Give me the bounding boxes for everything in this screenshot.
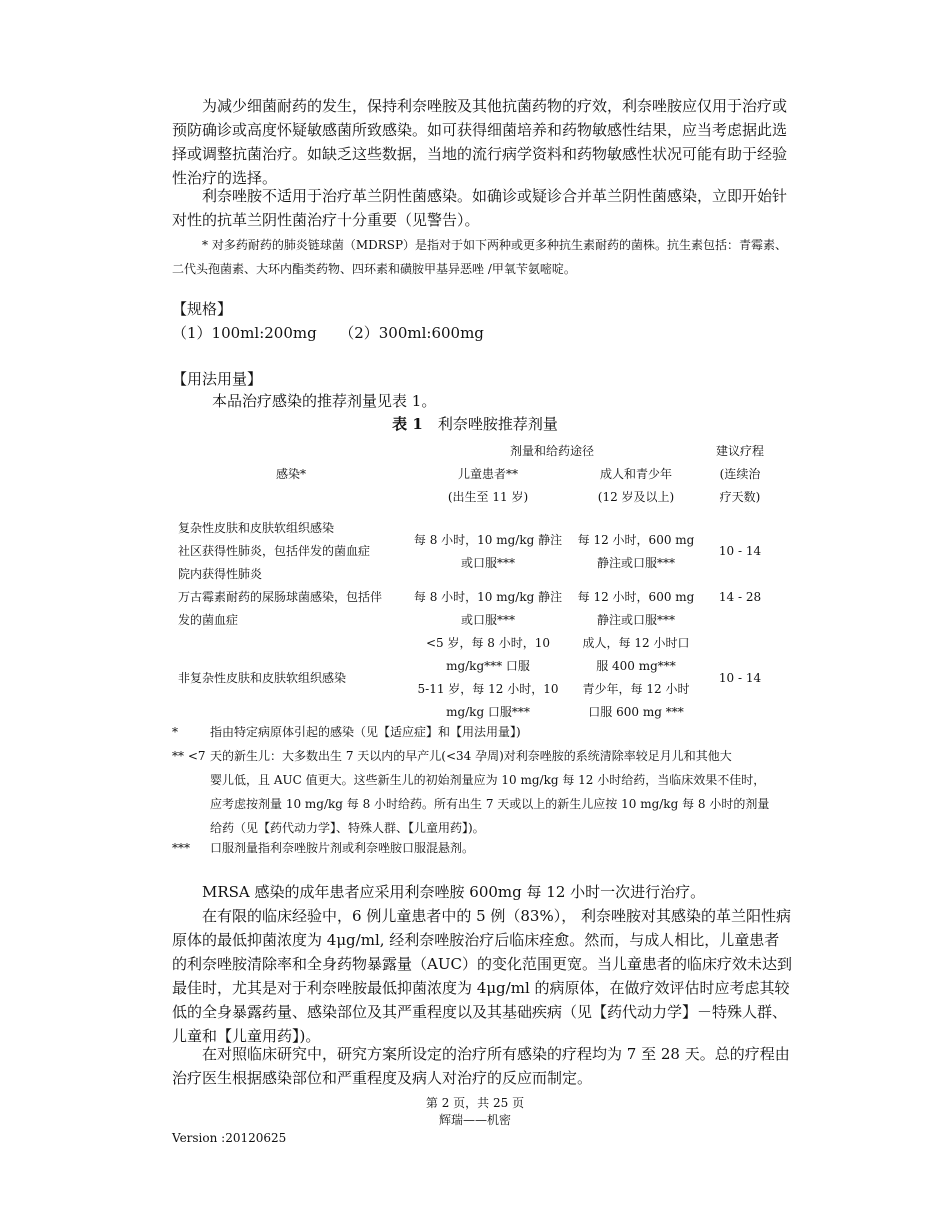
- footnote-body: [210, 720, 792, 744]
- row-course: 10 - 14: [718, 670, 762, 685]
- child-dose-line: 或口服***: [460, 555, 515, 570]
- child-dose-line: <5 岁，每 8 小时，10: [425, 636, 551, 650]
- infection-line: 万古霉素耐药的屎肠球菌感染，包括伴: [178, 590, 383, 604]
- adult-dose-line: 每 12 小时，600 mg: [577, 532, 695, 547]
- row-course: 14 - 28: [718, 590, 762, 604]
- footnote-mark: ** <7: [172, 749, 206, 763]
- header-course-line3: 疗天数): [719, 490, 761, 504]
- dosage-table: [178, 440, 780, 724]
- footnote-mark: ***: [172, 841, 190, 855]
- paragraph-mrsa: MRSA 感染的成年患者应采用利奈唑胺 600mg 每 12 小时一次进行治疗。: [202, 883, 706, 901]
- table-caption: [0, 413, 950, 435]
- footnote-triple-star: [172, 836, 792, 860]
- header-adult-line1: 成人和青少年: [599, 467, 672, 481]
- footnote-mark: *: [172, 725, 178, 739]
- row-child-dose: [404, 586, 572, 632]
- adult-dose-line: 每 12 小时，600 mg: [577, 590, 695, 604]
- paragraph-gram-negative: 利奈唑胺不适用于治疗革兰阴性菌感染。如确诊或疑诊合并革兰阴性菌感染，立即开始针对性的抗革兰阴性菌治疗十分重要（见警告）。: [172, 187, 788, 229]
- header-dose-route: 剂量和给药途径: [509, 444, 594, 458]
- table-caption-number: 表 1: [392, 415, 423, 433]
- footnote-double-star: [172, 744, 792, 835]
- row-child-dose: [404, 517, 572, 586]
- adult-dose-line: 口服 600 mg ***: [588, 705, 684, 719]
- adult-dose-line: 静注或口服***: [596, 613, 675, 627]
- infection-line: 社区获得性肺炎，包括伴发的菌血症: [178, 544, 371, 558]
- spec-heading: 【规格】: [172, 300, 233, 318]
- footnote-line: 指由特定病原体引起的感染（见【适应症】和【用法用量】): [210, 725, 521, 739]
- adult-dose-line: 成人，每 12 小时口: [582, 636, 690, 650]
- footnote-single-star: [172, 720, 792, 744]
- header-course-line1: 建议疗程: [715, 444, 764, 458]
- page-number: 第 2 页，共 25 页: [425, 1096, 525, 1110]
- row-course: 10 - 14: [718, 544, 762, 558]
- footnote-line: 天的新生儿：大多数出生 7 天以内的早产儿(<34 孕周)对利奈唑胺的系统清除率较足月儿和其他大: [210, 749, 732, 763]
- paragraph-antibiotic-stewardship: 为减少细菌耐药的发生，保持利奈唑胺及其他抗菌药物的疗效，利奈唑胺应仅用于治疗或预防确诊或高度怀疑敏感菌所致感染。如可获得细菌培养和药物敏感性结果，应当考虑据此选择或调整抗菌治疗。如缺乏这些数据，当地的流行病学资料和药物敏感性状况可能有助于经验性治疗的选择。: [172, 97, 788, 187]
- row-infection: [178, 632, 404, 724]
- infection-line: 复杂性皮肤和皮肤软组织感染: [178, 521, 335, 535]
- table-row: [178, 586, 780, 632]
- infection-line: 发的菌血症: [178, 613, 239, 627]
- row-adult-dose: [572, 586, 700, 632]
- child-dose-line: mg/kg*** 口服: [446, 659, 530, 673]
- row-infection: [178, 517, 404, 586]
- header-infection: 感染*: [275, 467, 306, 481]
- footnote-body: [210, 744, 792, 840]
- adult-dose-line: 服 400 mg***: [596, 659, 676, 673]
- child-dose-line: 每 8 小时，10 mg/kg 静注: [413, 532, 563, 547]
- paragraph-pediatric-experience: 在有限的临床经验中，6 例儿童患者中的 5 例（83%）， 利奈唑胺对其感染的革兰阳性病原体的最低抑菌浓度为 4μg/ml, 经利奈唑胺治疗后临床痊愈。然而，与成人相比，儿童患者的利奈唑胺清除率和全身药物暴露量（AUC）的变化范围更宽。当儿童患者的临床疗效未达到最佳时，尤其是对于利奈唑胺最低抑菌浓度为 4μg/ml 的病原体，在做疗效评估时应考虑其较低的全身暴露药量、感染部位及其严重程度以及其基础疾病（见【药代动力学】－特殊人群、儿童和【儿童用药】)。: [172, 907, 792, 1045]
- table-row: [178, 517, 780, 586]
- spec-items: （1）100ml:200mg （2）300ml:600mg: [172, 324, 484, 342]
- table-caption-title: 利奈唑胺推荐剂量: [437, 415, 558, 433]
- child-dose-line: 或口服***: [460, 613, 515, 627]
- adult-dose-line: 静注或口服***: [596, 555, 675, 570]
- header-child-line1: 儿童患者**: [457, 467, 518, 481]
- infection-line: 院内获得性肺炎: [178, 567, 263, 581]
- header-child-line2: (出生至 11 岁): [447, 490, 529, 504]
- row-adult-dose: [572, 632, 700, 724]
- table-row: [178, 632, 780, 724]
- header-adult-line2: (12 岁及以上): [597, 490, 675, 504]
- mdrsp-note: * 对多药耐药的肺炎链球菌（MDRSP）是指对于如下两种或更多种抗生素耐药的菌株。抗生素包括：青霉素、二代头孢菌素、大环内酯类药物、四环素和磺胺甲基异恶唑 /甲氧苄氨嘧啶。: [172, 238, 788, 276]
- child-dose-line: 5-11 岁，每 12 小时，10: [417, 682, 559, 696]
- header-course-line2: (连续治: [719, 467, 761, 481]
- paragraph-treatment-duration: 在对照临床研究中，研究方案所设定的治疗所有感染的疗程均为 7 至 28 天。总的疗程由治疗医生根据感染部位和严重程度及病人对治疗的反应而制定。: [172, 1045, 790, 1087]
- footnote-body: [210, 836, 792, 860]
- footnote-line: 给药（见【药代动力学】、特殊人群、【儿童用药】)。: [210, 821, 485, 835]
- version-label: Version :20120625: [172, 1131, 287, 1145]
- row-infection: [178, 586, 404, 632]
- usage-intro: 本品治疗感染的推荐剂量见表 1。: [212, 392, 437, 410]
- adult-dose-line: 青少年，每 12 小时: [582, 682, 690, 696]
- footnote-line: 口服剂量指利奈唑胺片剂或利奈唑胺口服混悬剂。: [210, 841, 475, 855]
- usage-heading: 【用法用量】: [172, 370, 263, 388]
- footnote-line: 婴儿低，且 AUC 值更大。这些新生儿的初始剂量应为 10 mg/kg 每 12 小时给药，当临床效果不佳时，: [210, 773, 766, 787]
- row-adult-dose: [572, 517, 700, 586]
- infection-line: 非复杂性皮肤和皮肤软组织感染: [178, 670, 347, 685]
- child-dose-line: 每 8 小时，10 mg/kg 静注: [413, 590, 563, 604]
- table-header-row-1: [178, 440, 780, 463]
- footnote-line: 应考虑按剂量 10 mg/kg 每 8 小时给药。所有出生 7 天或以上的新生儿应按 10 mg/kg 每 8 小时的剂量: [210, 797, 770, 811]
- child-dose-line: mg/kg 口服***: [446, 705, 530, 719]
- confidential-label: 辉瑞——机密: [438, 1113, 511, 1127]
- row-child-dose: [404, 632, 572, 724]
